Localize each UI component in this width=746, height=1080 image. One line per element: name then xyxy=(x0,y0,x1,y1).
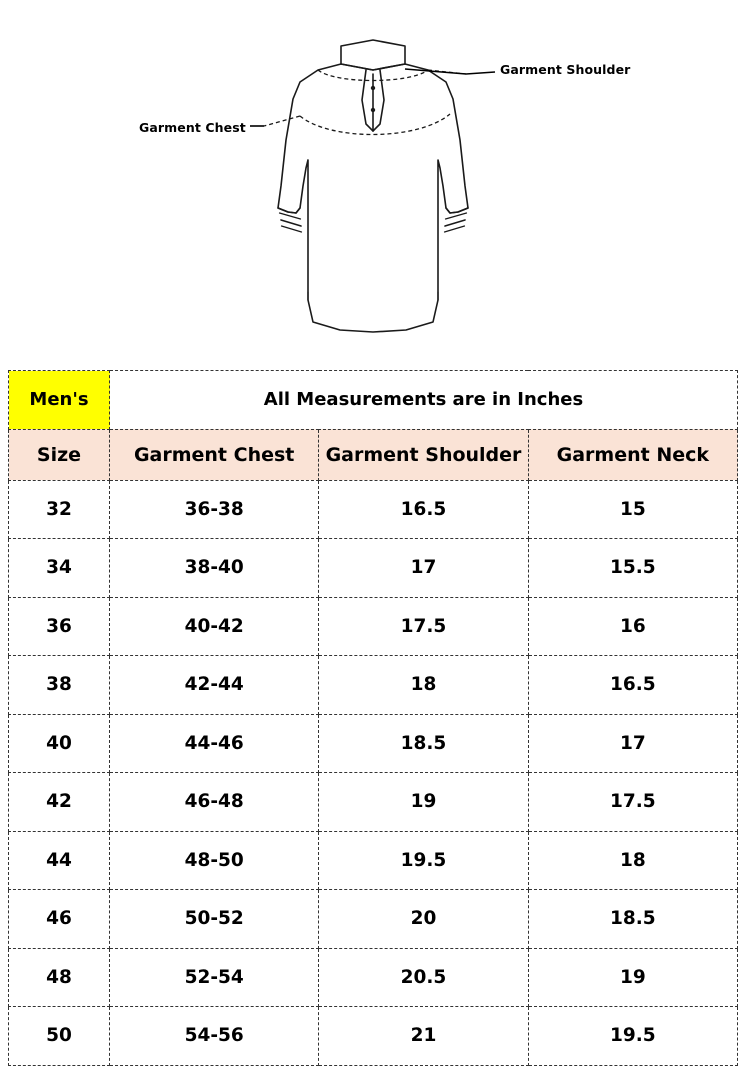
mens-title-cell: Men's xyxy=(9,371,110,430)
measurements-units-cell: All Measurements are in Inches xyxy=(110,371,738,430)
cell-neck: 18 xyxy=(528,831,737,890)
table-row xyxy=(9,1007,738,1066)
column-header-garment-chest: Garment Chest xyxy=(110,429,319,480)
cell-neck: 17.5 xyxy=(528,773,737,832)
cell-size: 46 xyxy=(9,890,110,949)
cell-shoulder: 18 xyxy=(319,656,528,715)
cell-size: 42 xyxy=(9,773,110,832)
table-row xyxy=(9,714,738,773)
size-chart-table xyxy=(8,370,738,1066)
table-row xyxy=(9,480,738,539)
kurta-drawing xyxy=(0,0,746,352)
cell-shoulder: 16.5 xyxy=(319,480,528,539)
callout-label-garment-chest: Garment Chest xyxy=(139,120,246,135)
table-header-row xyxy=(9,429,738,480)
cell-chest: 48-50 xyxy=(110,831,319,890)
cell-shoulder: 17 xyxy=(319,539,528,598)
cell-shoulder: 20.5 xyxy=(319,948,528,1007)
garment-illustration xyxy=(0,0,746,352)
cell-size: 36 xyxy=(9,597,110,656)
cell-chest: 36-38 xyxy=(110,480,319,539)
cell-size: 38 xyxy=(9,656,110,715)
cell-chest: 54-56 xyxy=(110,1007,319,1066)
cell-neck: 16.5 xyxy=(528,656,737,715)
cell-neck: 18.5 xyxy=(528,890,737,949)
cell-size: 32 xyxy=(9,480,110,539)
cell-chest: 38-40 xyxy=(110,539,319,598)
cell-neck: 15 xyxy=(528,480,737,539)
table-title-row xyxy=(9,371,738,430)
column-header-size: Size xyxy=(9,429,110,480)
cell-size: 48 xyxy=(9,948,110,1007)
cell-size: 34 xyxy=(9,539,110,598)
cell-neck: 16 xyxy=(528,597,737,656)
cell-shoulder: 20 xyxy=(319,890,528,949)
cell-chest: 50-52 xyxy=(110,890,319,949)
cell-chest: 46-48 xyxy=(110,773,319,832)
callout-label-garment-shoulder: Garment Shoulder xyxy=(500,62,631,77)
cell-size: 44 xyxy=(9,831,110,890)
cell-size: 50 xyxy=(9,1007,110,1066)
cell-chest: 52-54 xyxy=(110,948,319,1007)
cell-neck: 17 xyxy=(528,714,737,773)
table-row xyxy=(9,831,738,890)
cell-chest: 42-44 xyxy=(110,656,319,715)
column-header-garment-neck: Garment Neck xyxy=(528,429,737,480)
cell-neck: 19.5 xyxy=(528,1007,737,1066)
cell-chest: 40-42 xyxy=(110,597,319,656)
size-chart-container xyxy=(8,370,738,1066)
cell-shoulder: 21 xyxy=(319,1007,528,1066)
cell-chest: 44-46 xyxy=(110,714,319,773)
table-row xyxy=(9,656,738,715)
table-row xyxy=(9,773,738,832)
table-row xyxy=(9,539,738,598)
table-row xyxy=(9,597,738,656)
table-row xyxy=(9,948,738,1007)
cell-neck: 19 xyxy=(528,948,737,1007)
cell-shoulder: 17.5 xyxy=(319,597,528,656)
table-row xyxy=(9,890,738,949)
cell-shoulder: 18.5 xyxy=(319,714,528,773)
column-header-garment-shoulder: Garment Shoulder xyxy=(319,429,528,480)
cell-size: 40 xyxy=(9,714,110,773)
cell-shoulder: 19.5 xyxy=(319,831,528,890)
cell-neck: 15.5 xyxy=(528,539,737,598)
cell-shoulder: 19 xyxy=(319,773,528,832)
